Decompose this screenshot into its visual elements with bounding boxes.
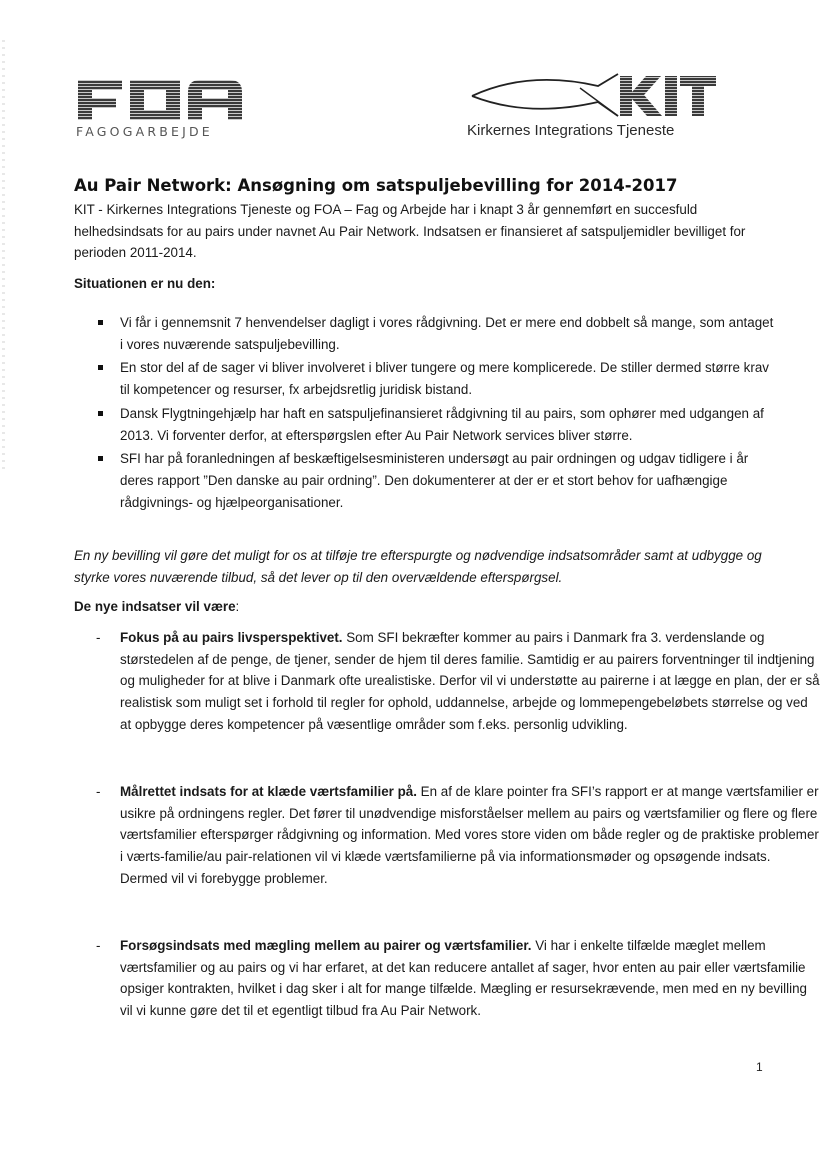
bullet-text: SFI har på foranledningen af beskæftigelsesministeren undersøgt au pair ordningen og udgav tidligere i år deres rapport ”Den danske au pair ordning”. Den dokumenterer at der er et stort behov for uafhængige rådgivnings- og hjælpeorganisationer. — [120, 451, 749, 510]
item-heading: Fokus på au pairs livsperspektivet. — [120, 630, 343, 645]
list-item — [74, 357, 774, 400]
bullet-text: En stor del af de sager vi bliver involveret i bliver tungere og mere komplicerede. De stiller dermed større krav til kompetencer og resurser, fx arbejdsretlig juridisk bistand. — [120, 360, 769, 398]
list-item — [74, 312, 774, 355]
dash-marker: - — [96, 938, 101, 953]
situation-heading: Situationen er nu den: — [74, 276, 216, 291]
bullet-square-icon — [98, 456, 103, 461]
list-item — [74, 935, 820, 1022]
list-item — [74, 448, 774, 513]
bullet-text: Vi får i gennemsnit 7 henvendelser dagligt i vores rådgivning. Det er mere end dobbelt så mange, som antaget i vores nuværende satspuljebevilling. — [120, 315, 774, 352]
item-text: Som SFI bekræfter kommer au pairs i Danmark fra 3. verdenslande og størstedelen af de penge, de tjener, sender de hjem til deres familie. Samtidig er au pairers forventninger til indtjening og muligheder for at blive i Danmark ofte urealistiske. Derfor vil vi understøtte au pairerne i at lægge en plan, der er så realistisk som muligt set i forhold til regler for ophold, uddannelse, arbejde og lommepengebeløbets størrelse og ved at opbygge deres kompetencer på væsentlige områder som f.eks. personlig udvikling. — [120, 630, 820, 732]
new-initiatives-heading — [74, 599, 239, 614]
item-text: Vi har i enkelte tilfælde mæglet mellem værtsfamilier og au pairs og vi har erfaret, at det kan reducere antallet af sager, hvor enten au pair eller værtsfamilie opsiger kontrakten, hvilket i dag sker i alt for mange tilfælde. Mægling er resursekrævende, men med en ny bevilling vil vi kunne gøre det til et egentligt tilbud fra Au Pair Network. — [120, 938, 807, 1019]
bullet-square-icon — [98, 411, 103, 416]
item-heading: Forsøgsindsats med mægling mellem au pairer og værtsfamilier. — [120, 938, 532, 953]
page-number: 1 — [756, 1060, 763, 1074]
intro-paragraph: KIT - Kirkernes Integrations Tjeneste og FOA – Fag og Arbejde har i knapt 3 år gennemført en succesfuld helhedsindsats for au pairs under navnet Au Pair Network. Indsatsen er finansieret af satspuljemidler bevilliget for perioden 2011-2014. — [74, 202, 746, 261]
bullet-text: Dansk Flygtningehjælp har haft en satspuljefinansieret rådgivning til au pairs, som ophører med udgangen af 2013. Vi forventer derfor, at efterspørgslen efter Au Pair Network services bliver større. — [120, 405, 764, 443]
list-item — [74, 403, 774, 446]
kit-logo-subtitle: Kirkernes Integrations Tjeneste — [467, 122, 675, 139]
bullet-square-icon — [98, 365, 103, 370]
situation-bullet-list — [74, 312, 774, 515]
kit-logo — [468, 66, 718, 126]
list-item — [74, 781, 820, 890]
italic-paragraph: En ny bevilling vil gøre det muligt for os at tilføje tre efterspurgte og nødvendige indsatsområder samt at udbygge og styrke vores nuværende tilbud, så det lever op til den overvældende efterspørgsel. — [74, 548, 762, 585]
list-item — [74, 627, 820, 736]
new-initiatives-heading-bold: De nye indsatser vil være — [74, 599, 236, 614]
document-title: Au Pair Network: Ansøgning om satspuljebevilling for 2014-2017 — [74, 176, 678, 195]
item-text: En af de klare pointer fra SFI’s rapport er at mange værtsfamilier er usikre på ordningens regler. Det fører til unødvendige misforståelser mellem au pairs og værtsfamilier og flere og flere værtsfamilier efterspørger rådgivning og information. Med vores store viden om både regler og de praktiske problemer i værts-familie/au pair-relationen vil vi klæde værtsfamilierne på via informationsmøder og opsøgende indsats. Dermed vil vi forebygge problemer. — [120, 784, 819, 886]
scan-artifact — [2, 40, 5, 470]
bullet-square-icon — [98, 320, 103, 325]
dash-marker: - — [96, 630, 101, 645]
dash-marker: - — [96, 784, 101, 799]
new-initiatives-heading-colon: : — [235, 599, 240, 614]
item-heading: Målrettet indsats for at klæde værtsfamilier på. — [120, 784, 417, 799]
foa-logo-subtitle: FAGOGARBEJDE — [76, 124, 213, 139]
